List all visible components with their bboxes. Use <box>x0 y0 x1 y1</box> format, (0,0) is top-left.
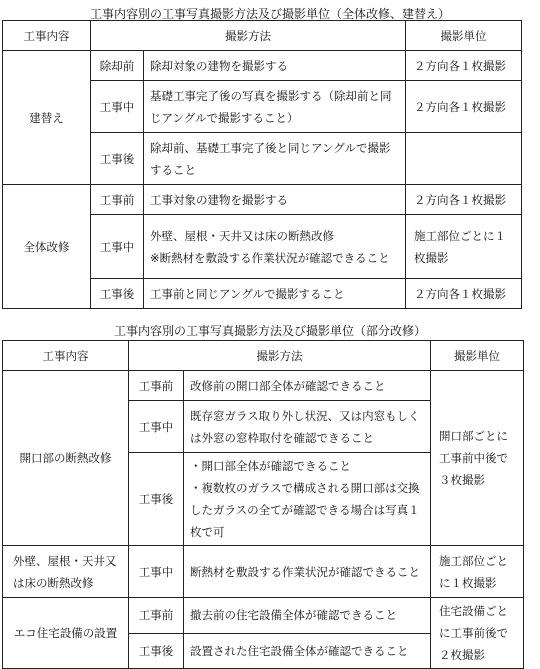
unit-cell: ２方向各１枚撮影 <box>406 185 522 215</box>
unit-cell: 施工部位ごとに１枚撮影 <box>406 215 522 279</box>
stage-cell: 工事前 <box>91 185 144 215</box>
unit-cell <box>406 133 522 185</box>
stage-cell: 工事中 <box>91 215 144 279</box>
header-content: 工事内容 <box>3 21 91 51</box>
method-cell: 改修前の開口部全体が確認できること <box>184 371 431 401</box>
unit-cell: ２方向各１枚撮影 <box>406 81 522 133</box>
category-opening-insulation: 開口部の断熱改修 <box>3 371 129 546</box>
method-cell: 工事前と同じアングルで撮影すること <box>144 279 406 309</box>
method-cell: 工事対象の建物を撮影する <box>144 185 406 215</box>
header-method: 撮影方法 <box>91 21 406 51</box>
unit-cell: ２方向各１枚撮影 <box>406 279 522 309</box>
partial-renovation-photo-table <box>2 340 524 669</box>
category-whole-renovation: 全体改修 <box>3 185 91 309</box>
method-cell: 基礎工事完了後の写真を撮影する（除却前と同じアングルで撮影すること） <box>144 81 406 133</box>
unit-cell: ２方向各１枚撮影 <box>406 51 522 81</box>
stage-cell: 工事後 <box>91 133 144 185</box>
method-cell: 断熱材を敷設する作業状況が確認できること <box>184 546 431 598</box>
category-wall-roof-floor-insulation: 外壁、屋根・天井又は床の断熱改修 <box>3 546 129 598</box>
stage-cell: 工事前 <box>129 598 184 634</box>
method-cell: 除却前、基礎工事完了後と同じアングルで撮影すること <box>144 133 406 185</box>
method-cell: 除却対象の建物を撮影する <box>144 51 406 81</box>
stage-cell: 除却前 <box>91 51 144 81</box>
category-eco-equipment: エコ住宅設備の設置 <box>3 598 129 669</box>
header-unit: 撮影単位 <box>406 21 522 51</box>
unit-cell: 開口部ごとに工事前中後で３枚撮影 <box>431 371 524 546</box>
stage-cell: 工事中 <box>129 401 184 453</box>
stage-cell: 工事前 <box>129 371 184 401</box>
unit-cell: 住宅設備ごとに工事前後で２枚撮影 <box>431 598 524 669</box>
stage-cell: 工事後 <box>91 279 144 309</box>
header-unit: 撮影単位 <box>431 341 524 371</box>
stage-cell: 工事中 <box>91 81 144 133</box>
header-method: 撮影方法 <box>129 341 431 371</box>
category-rebuild: 建替え <box>3 51 91 185</box>
unit-cell: 施工部位ごとに１枚撮影 <box>431 546 524 598</box>
method-cell: 既存窓ガラス取り外し状況、又は内窓もしくは外窓の窓枠取付を確認できること <box>184 401 431 453</box>
method-cell: 設置された住宅設備全体が確認できること <box>184 633 431 669</box>
stage-cell: 工事後 <box>129 633 184 669</box>
whole-renovation-photo-table <box>2 20 522 309</box>
method-cell: ・開口部全体が確認できること ・複数枚のガラスで構成される開口部は交換したガラスの全てが確認できる場合は写真１枚で可 <box>184 453 431 546</box>
method-cell: 撤去前の住宅設備全体が確認できること <box>184 598 431 634</box>
method-cell: 外壁、屋根・天井又は床の断熱改修 ※断熱材を敷設する作業状況が確認できること <box>144 215 406 279</box>
table1-caption: 工事内容別の工事写真撮影方法及び撮影単位（全体改修、建替え） <box>89 7 450 21</box>
stage-cell: 工事中 <box>129 546 184 598</box>
header-content: 工事内容 <box>3 341 129 371</box>
table2-caption: 工事内容別の工事写真撮影方法及び撮影単位（部分改修） <box>113 324 426 338</box>
stage-cell: 工事後 <box>129 453 184 546</box>
